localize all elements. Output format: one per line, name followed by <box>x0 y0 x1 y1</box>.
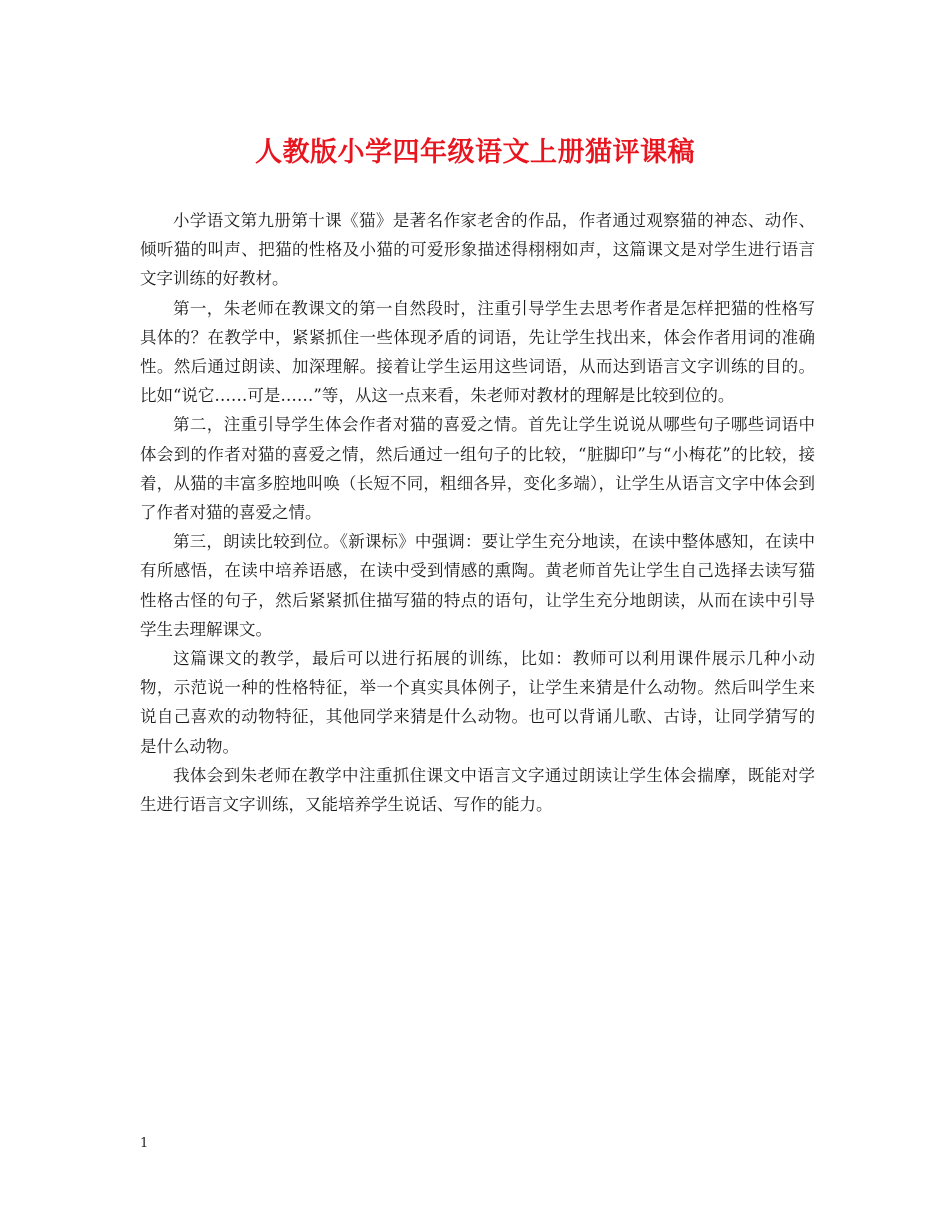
paragraph-extension: 这篇课文的教学，最后可以进行拓展的训练，比如：教师可以利用课件展示几种小动物，示范说一种的性格特征，举一个真实具体例子，让学生来猜是什么动物。然后叫学生来说自己喜欢的动物特征，其他同学来猜是什么动物。也可以背诵儿歌、古诗，让同学猜写的是什么动物。 <box>140 649 815 756</box>
paragraph-second-point: 第二，注重引导学生体会作者对猫的喜爱之情。首先让学生说说从哪些句子哪些词语中体会到的作者对猫的喜爱之情，然后通过一组句子的比较，“脏脚印”与“小梅花”的比较，接着，从猫的丰富多腔地叫唤（长短不同，粗细各异，变化多端），让学生从语言文字中体会到了作者对猫的喜爱之情。 <box>140 415 815 523</box>
paragraph-third-point: 第三，朗读比较到位。《新课标》中强调：要让学生充分地读，在读中整体感知，在读中有所感悟，在读中培养语感，在读中受到情感的熏陶。黄老师首先让学生自己选择去读写猫性格古怪的句子，然后紧紧抓住描写猫的特点的语句，让学生充分地朗读，从而在读中引导学生去理解课文。 <box>140 532 815 639</box>
page-number: 1 <box>140 1136 149 1151</box>
paragraph-first-point: 第一，朱老师在教课文的第一自然段时，注重引导学生去思考作者是怎样把猫的性格写具体的？在教学中，紧紧抓住一些体现矛盾的词语，先让学生找出来，体会作者用词的准确性。然后通过朗读、加深理解。接着让学生运用这些词语，从而达到语言文字训练的目的。比如“说它……可是……”等，从这一点来看，朱老师对教材的理解是比较到位的。 <box>140 298 815 406</box>
document-title: 人教版小学四年级语文上册猫评课稿 <box>255 137 695 168</box>
document-body <box>140 206 815 819</box>
paragraph-conclusion: 我体会到朱老师在教学中注重抓住课文中语言文字通过朗读让学生体会揣摩，既能对学生进行语言文字训练，又能培养学生说话、写作的能力。 <box>140 765 815 815</box>
paragraph-intro: 小学语文第九册第十课《猫》是著名作家老舍的作品，作者通过观察猫的神态、动作、倾听猫的叫声、把猫的性格及小猫的可爱形象描述得栩栩如声，这篇课文是对学生进行语言文字训练的好教材。 <box>140 211 815 289</box>
